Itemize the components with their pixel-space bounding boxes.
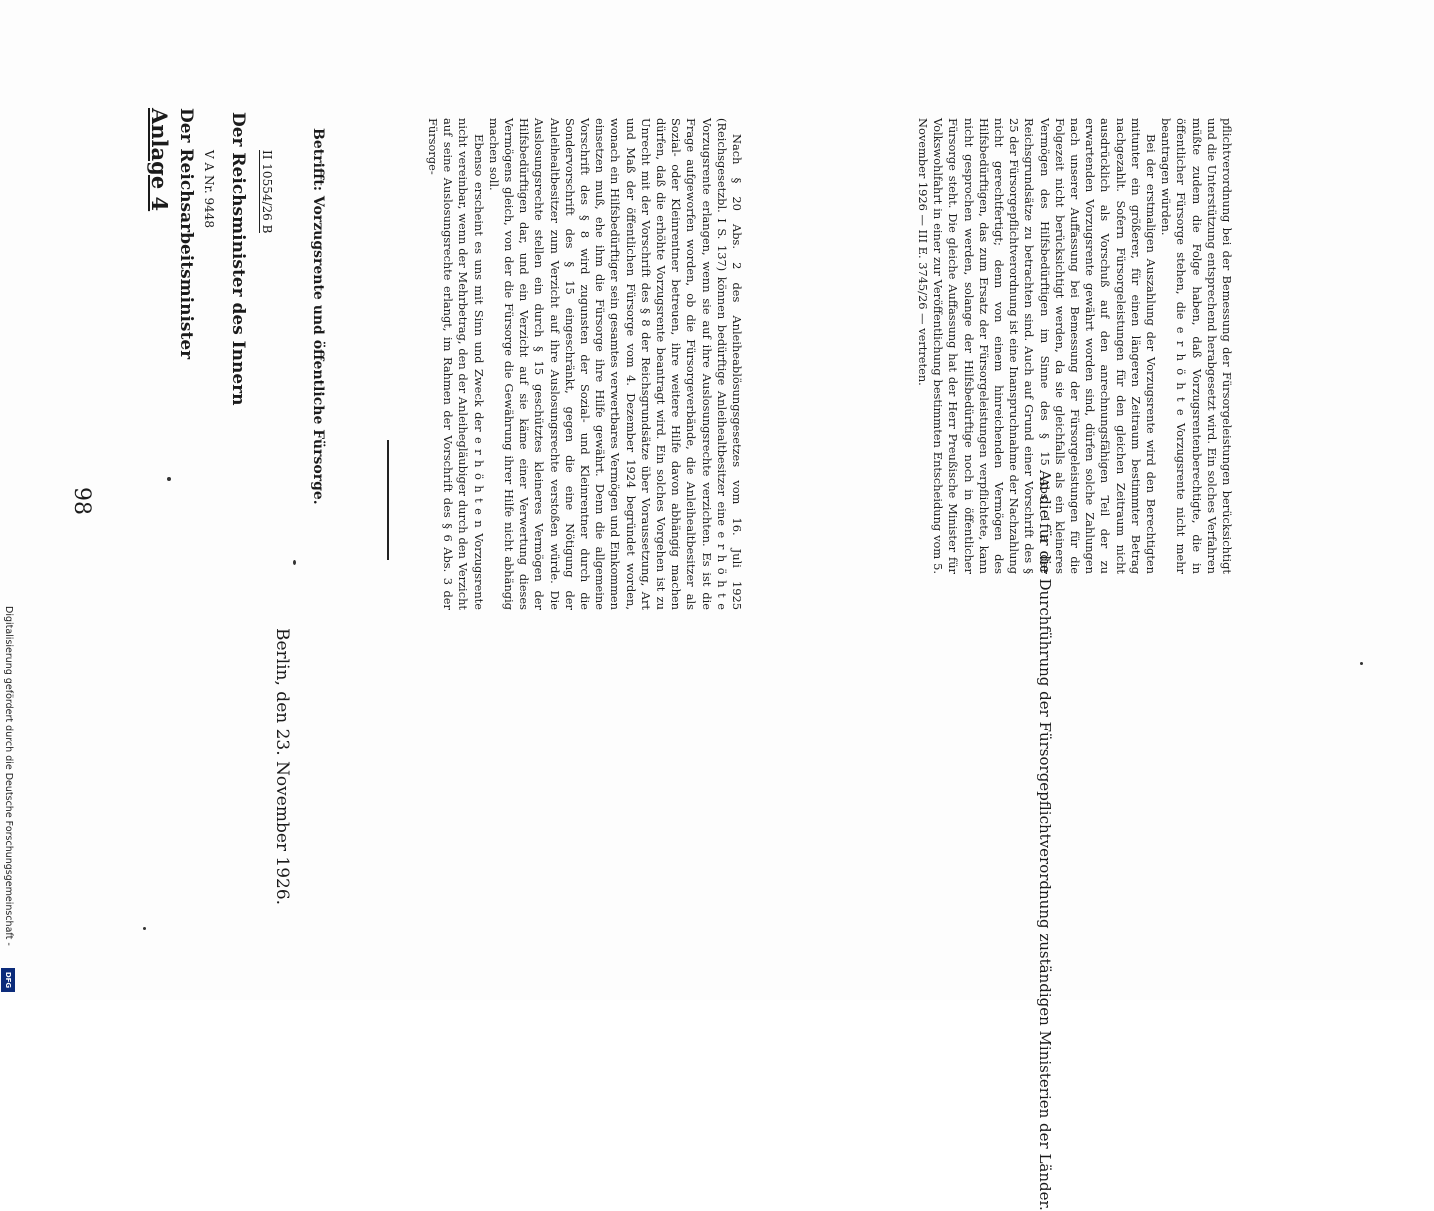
attachment-heading: Anlage 4 (147, 108, 172, 212)
right-column (764, 118, 1234, 574)
ministry-labor-heading: Der Reichsarbeitsminister (176, 108, 196, 360)
spacer (1283, 540, 1284, 1080)
scan-speck (293, 560, 296, 565)
left-column (332, 118, 744, 610)
reference-number-2: II 10554/26 B (260, 150, 274, 234)
paragraph: Bei der erstmaligen Auszahlung der Vorzugsrente wird den Berechtigten mitunter ein größerer, für einen längeren Zeitraum bestimmter Betrag nachgezahlt. Sofern Fürsorgeleistungen für den gleichen Zeitraum nicht ausdrücklich als Vorschuß auf den anrechnungsfähigen Teil der zu erwartenden Vorzugsrente gewährt worden sind, dürfen solche Zahlungen nach unserer Auffassung bei Bemessung der Fürsorgeleistungen für die Folgezeit nicht berücksichtigt werden, da sie gleichfalls als ein kleineres Vermögen des Hilfsbedürftigen im Sinne des § 15 Abs. 1 a der Reichsgrundsätze zu betrachten sind. Auch auf Grund einer Vorschrift des § 25 der Fürsorgepflichtverordnung ist eine Inanspruchnahme der Nachzahlung nicht gerechtfertigt; denn von einem hinreichenden Vermögen des Hilfsbedürftigen, das zum Ersatz der Fürsorgeleistungen verpflichtete, kann nicht gesprochen werden, solange der Hilfsbedürftige noch in öffentlicher Fürsorge steht. Die gleiche Auffassung hat der Herr Preußische Minister für Volkswohlfahrt in einer zur Veröffentlichung bestimmten Entscheidung vom 5. November 1926 — III E. 3745/26 — vertreten. (915, 118, 1158, 574)
scan-speck (1360, 662, 1363, 665)
scan-speck (143, 927, 146, 930)
date-line: Berlin, den 23. November 1926. (272, 628, 292, 906)
separator-rule (387, 440, 389, 560)
reference-number-1: V A Nr. 9448 (202, 150, 216, 229)
paragraph: Ebenso erscheint es uns mit Sinn und Zweck der e r h ö h t e n Vorzugsrente nicht vereinbar, wenn der Mehrbetrag, den der Anleihegläubiger durch den Verzicht auf seine Auslosungsrechte erlangt, im Rahmen der Vorschrift des § 6 Abs. 3 der Fürsorge- (425, 118, 486, 610)
dfg-logo-icon: DFG (1, 968, 15, 992)
ministry-interior-heading: Der Reichsminister des Innern (228, 112, 248, 406)
scan-speck (167, 477, 171, 481)
paragraph: Nach § 20 Abs. 2 des Anleiheablösungsgesetzes vom 16. Juli 1925 (Reichsgesetzbl. I S. 137) können bedürftige Anleihealtbesitzer eine e r h ö h t e Vorzugsrente erlangen, wenn sie auf ihre Auslosungsrechte verzichten. Es ist die Frage aufgeworfen worden, ob die Fürsorgeverbände, die Anleihealtbesitzer als Sozial- oder Kleinrentner betreuen, ihre weitere Hilfe davon abhängig machen dürfen, daß die erhöhte Vorzugsrente beantragt wird. Ein solches Vorgehen ist zu Unrecht mit der Vorschrift des § 8 der Reichsgrundsätze über Voraussetzung, Art und Maß der öffentlichen Fürsorge vom 4. Dezember 1924 begründet worden, wonach ein Hilfsbedürftiger sein gesamtes verwertbares Vermögen und Einkommen einsetzen muß, ehe ihm die Fürsorge ihre Hilfe gewährt. Denn die allgemeine Vorschrift des § 8 wird zugunsten der Sozial- und Kleinrentner durch die Sondervorschrift des § 15 eingeschränkt, gegen die eine Nötigung der Anleihealtbesitzer zum Verzicht auf ihre Auslosungsrechte verstoßen würde. Die Auslosungsrechte stellen ein durch § 15 geschütztes kleineres Vermögen der Hilfsbedürftigen dar, und ein Verzicht auf sie käme einer Verwertung dieses Vermögens gleich, von der die Fürsorge die Gewährung ihrer Hilfe nicht abhängig machen soll. (486, 118, 744, 610)
digitization-credit: Digitalisierung gefördert durch die Deutsche Forschungsgemeinschaft - (3, 606, 14, 946)
page-number: 98 (69, 487, 94, 515)
paragraph: pflichtverordnung bei der Bemessung der Fürsorgeleistungen berücksichtigt und die Unterstützung entsprechend herabgesetzt wird. Ein solches Verfahren müßte zudem die Folge haben, daß Vorzugsrentenberechtigte, die in öffentlicher Fürsorge stehen, die e r h ö h t e Vorzugsrente nicht mehr beantragen würden. (1159, 118, 1234, 574)
subject-line: Betrifft: Vorzugsrente und öffentliche Fürsorge. (310, 128, 326, 505)
address-line: An die für die Durchführung der Fürsorgepflichtverordnung zuständigen Ministerien der Länder. (1036, 470, 1054, 1211)
